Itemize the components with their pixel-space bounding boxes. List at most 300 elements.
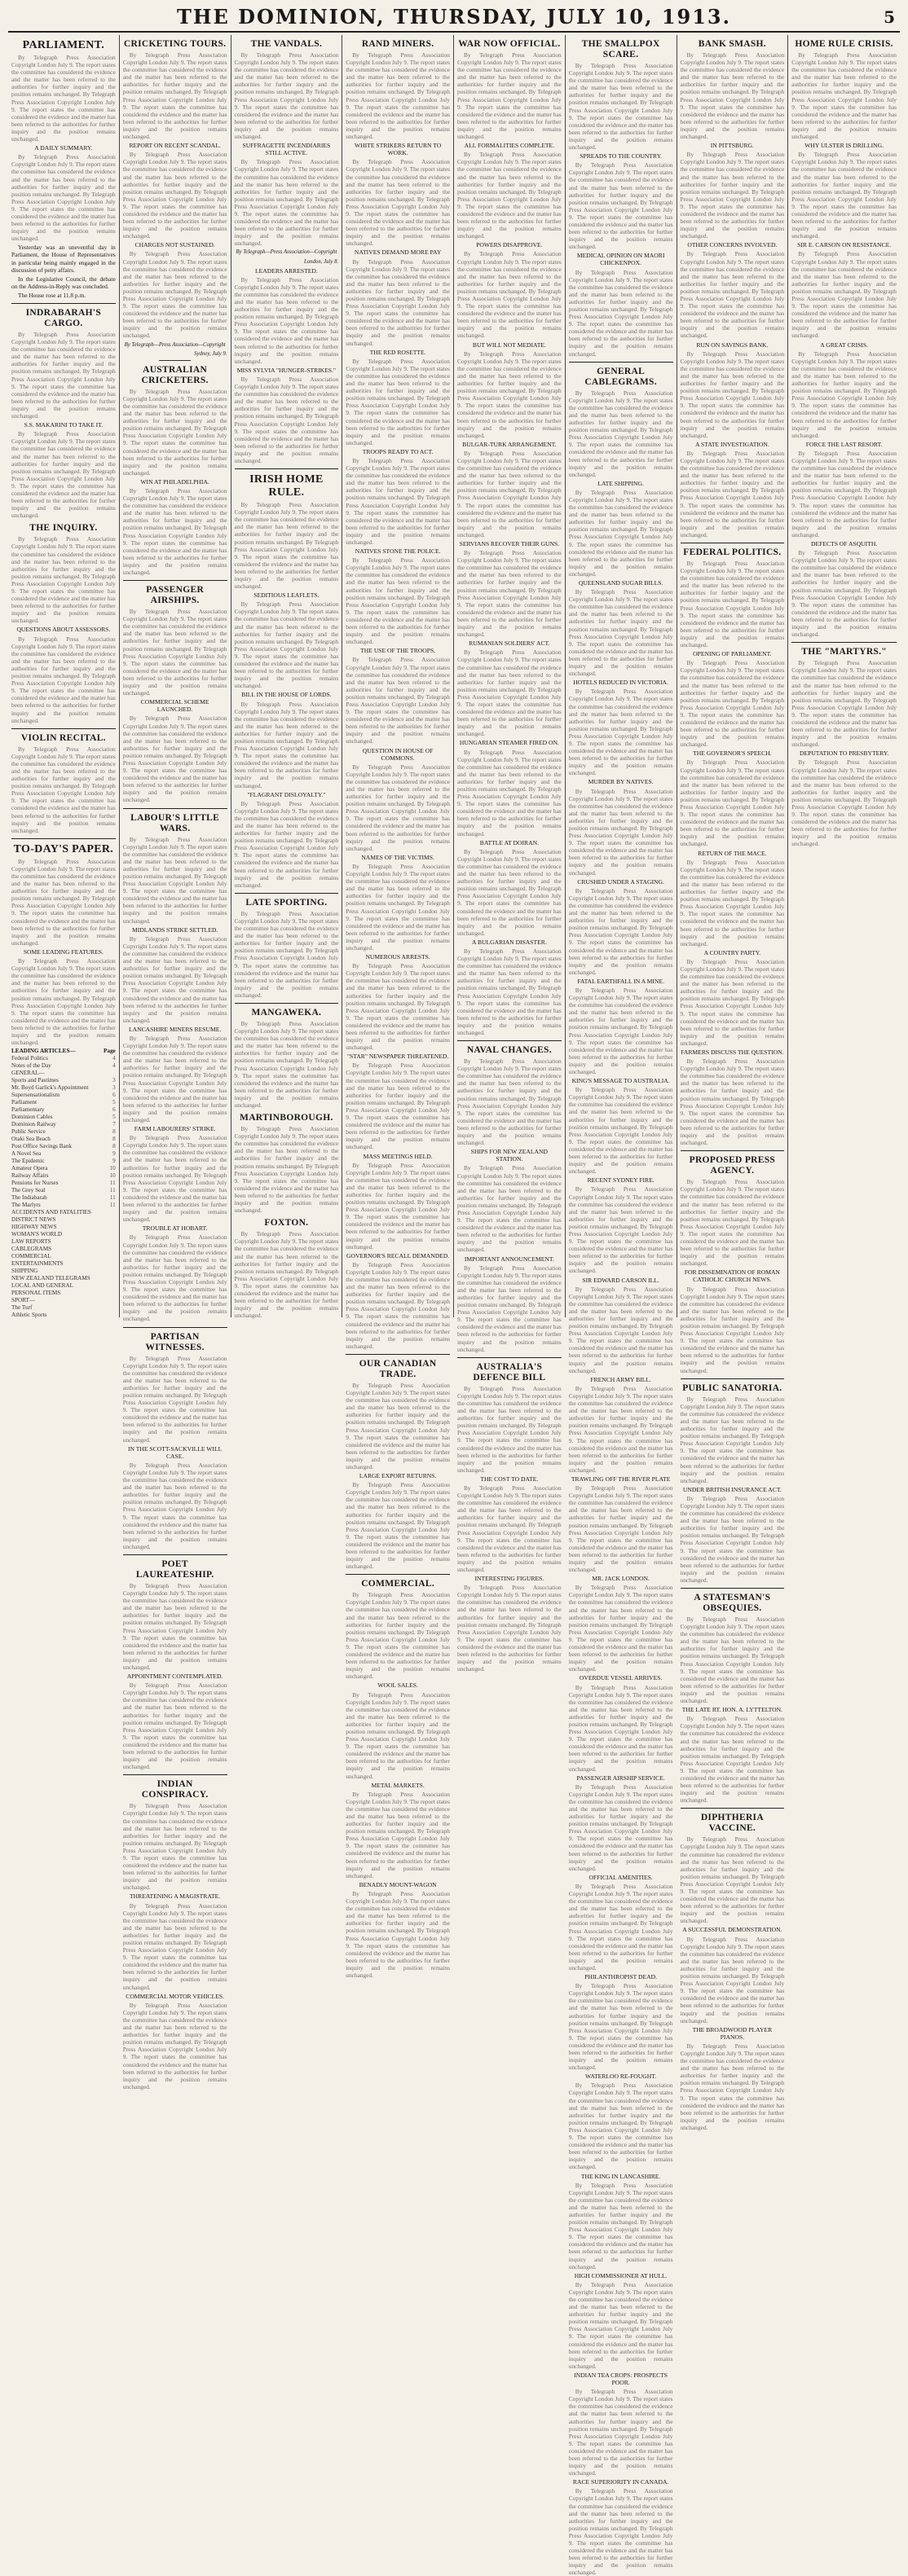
body-text: By Telegraph Press Association Copyright London July 9. The report states the committee has considered the evidence and the matter has been referred to the authorities for further inquiry and the position remains unchanged. By Telegraph Press Association Copyright London July 9. The report states the committee has considered the evidence and the matter has been referred to the authorities for further inquiry and the position remains unchanged.	[457, 648, 562, 738]
body-text: By Telegraph Press Association Copyright London July 9. The report states the committee has considered the evidence and the matter has been referred to the authorities for further inquiry and the position remains unchanged. By Telegraph Press Association Copyright London July 9. The report states the committee has considered the evidence and the matter has been referred to the authorities for further inquiry and the position remains unchanged.	[680, 1715, 785, 1805]
features-item	[11, 1282, 116, 1290]
subheading: APPOINTMENT CONTEMPLATED.	[126, 1673, 223, 1681]
subheading: BENADLY MOUNT-WAGON	[359, 1880, 437, 1888]
body-text: By Telegraph Press Association Copyright London July 9. The report states the committee has considered the evidence and the matter has been referred to the authorities for further inquiry and the position remains unchanged. By Telegraph Press Association Copyright London July 9. The report states the committee has considered the evidence and the matter has been referred to the authorities for further inquiry and the position remains unchanged.	[680, 1178, 785, 1268]
body-text: By Telegraph Press Association Copyright London July 9. The report states the committee has considered the evidence and the matter has been referred to the authorities for further inquiry and the position remains unchanged. By Telegraph Press Association Copyright London July 9. The report states the committee has considered the evidence and the matter has been referred to the authorities for further inquiry and the position remains unchanged.	[568, 1086, 673, 1176]
features-item-label: ACCIDENTS AND FATALITIES	[11, 1209, 91, 1216]
subheading: POWERS DISAPPROVE.	[476, 241, 543, 249]
body-text: By Telegraph Press Association Copyright London July 9. The report states the committee has considered the evidence and the matter has been referred to the authorities for further inquiry and the position remains unchanged. By Telegraph Press Association Copyright London July 9. The report states the committee has considered the evidence and the matter has been referred to the authorities for further inquiry and the position remains unchanged.	[568, 1285, 673, 1374]
subheading: SHIPS FOR NEW ZEALAND STATION.	[470, 1148, 548, 1163]
subheading: LANCASHIRE MINERS RESUME.	[128, 1025, 222, 1033]
features-item	[11, 1128, 116, 1136]
body-text: By Telegraph Press Association Copyright London July 9. The report states the committee has considered the evidence and the matter has been referred to the authorities for further inquiry and the position remains unchanged. By Telegraph Press Association Copyright London July 9. The report states the committee has considered the evidence and the matter has been referred to the authorities for further inquiry and the position remains unchanged.	[122, 835, 227, 925]
subheading: PASSENGER AIRSHIP SERVICE.	[576, 1774, 665, 1782]
body-text: By Telegraph Press Association Copyright London July 9. The report states the committee has considered the evidence and the matter has been referred to the authorities for further inquiry and the position remains unchanged. By Telegraph Press Association Copyright London July 9. The report states the committee has considered the evidence and the matter has been referred to the authorities for further inquiry and the position remains unchanged.	[457, 549, 562, 639]
headline: RAND MINERS.	[361, 39, 434, 49]
features-item	[11, 1092, 116, 1099]
divider	[235, 468, 339, 469]
features-item	[11, 1136, 116, 1143]
body-text: By Telegraph Press Association Copyright London July 9. The report states the committee has considered the evidence and the matter has been referred to the authorities for further inquiry and the position remains unchanged. By Telegraph Press Association Copyright London July 9. The report states the committee has considered the evidence and the matter has been referred to the authorities for further inquiry and the position remains unchanged.	[568, 488, 673, 578]
features-item-label: Dominion Railway	[11, 1121, 56, 1128]
subheading: ALL FORMALITIES COMPLETE.	[464, 142, 555, 150]
headline: WAR NOW OFFICIAL.	[458, 39, 561, 49]
body-text: By Telegraph Press Association Copyright London July 9. The report states the committee has considered the evidence and the matter has been referred to the authorities for further inquiry and the position remains unchanged. By Telegraph Press Association Copyright London July 9. The report states the committee has considered the evidence and the matter has been referred to the authorities for further inquiry and the position remains unchanged.	[234, 275, 339, 365]
body-text: By Telegraph Press Association Copyright London July 9. The report states the committee has considered the evidence and the matter has been referred to the authorities for further inquiry and the position remains unchanged. By Telegraph Press Association Copyright London July 9. The report states the committee has considered the evidence and the matter has been referred to the authorities for further inquiry and the position remains unchanged.	[568, 1185, 673, 1275]
body-text: By Telegraph Press Association Copyright London July 9. The report states the committee has considered the evidence and the matter has been referred to the authorities for further inquiry and the position remains unchanged. By Telegraph Press Association Copyright London July 9. The report states the committee has considered the evidence and the matter has been referred to the authorities for further inquiry and the position remains unchanged.	[568, 2181, 673, 2270]
divider	[123, 1327, 227, 1328]
features-item-label: Post Office Savings Bank	[11, 1143, 72, 1150]
body-text: By Telegraph Press Association Copyright London July 9. The report states the committee has considered the evidence and the matter has been referred to the authorities for further inquiry and the position remains unchanged. By Telegraph Press Association Copyright London July 9. The report states the committee has considered the evidence and the matter has been referred to the authorities for further inquiry and the position remains unchanged.	[11, 331, 116, 420]
body-text: By Telegraph Press Association Copyright London July 9. The report states the committee has considered the evidence and the matter has been referred to the authorities for further inquiry and the position remains unchanged. By Telegraph Press Association Copyright London July 9. The report states the committee has considered the evidence and the matter has been referred to the authorities for further inquiry and the position remains unchanged.	[346, 1161, 450, 1251]
headline: AUSTRALIA'S DEFENCE BILL	[473, 1361, 546, 1383]
features-title: LEADING ARTICLES—	[11, 1048, 76, 1055]
body-text: By Telegraph Press Association Copyright London July 9. The report states the committee has considered the evidence and the matter has been referred to the authorities for further inquiry and the position remains unchanged. By Telegraph Press Association Copyright London July 9. The report states the committee has considered the evidence and the matter has been referred to the authorities for further inquiry and the position remains unchanged.	[680, 1935, 785, 2024]
body-text: By Telegraph Press Association Copyright London July 9. The report states the committee has considered the evidence and the matter has been referred to the authorities for further inquiry and the position remains unchanged. By Telegraph Press Association Copyright London July 9. The report states the committee has considered the evidence and the matter has been referred to the authorities for further inquiry and the position remains unchanged.	[234, 909, 339, 999]
divider	[123, 580, 227, 581]
features-item-label: Dominion Cables	[11, 1114, 53, 1121]
body-text: By Telegraph Press Association Copyright London July 9. The report states the committee has considered the evidence and the matter has been referred to the authorities for further inquiry and the position remains unchanged. By Telegraph Press Association Copyright London July 9. The report states the committee has considered the evidence and the matter has been referred to the authorities for further inquiry and the position remains unchanged.	[122, 250, 227, 340]
features-item-page: 8	[112, 1136, 116, 1143]
body-text: By Telegraph Press Association Copyright London July 9. The report states the committee has considered the evidence and the matter has been referred to the authorities for further inquiry and the position remains unchanged. By Telegraph Press Association Copyright London July 9. The report states the committee has considered the evidence and the matter has been referred to the authorities for further inquiry and the position remains unchanged.	[568, 1783, 673, 1872]
subheading: OPENING OF PARLIAMENT.	[693, 650, 772, 658]
headline: HOME RULE CRISIS.	[795, 39, 893, 49]
features-item-label: GENERAL—	[11, 1070, 45, 1077]
subheading: A SUCCESSFUL DEMONSTRATION.	[682, 1926, 782, 1934]
subheading: "FLAGRANT DISLOYALTY."	[247, 790, 326, 798]
headline: PROPOSED PRESS AGENCY.	[689, 1155, 776, 1176]
body-text: By Telegraph Press Association Copyright London July 9. The report states the committee has considered the evidence and the matter has been referred to the authorities for further inquiry and the position remains unchanged. By Telegraph Press Association Copyright London July 9. The report states the committee has considered the evidence and the matter has been referred to the authorities for further inquiry and the position remains unchanged.	[680, 659, 785, 749]
subheading: THREATENING A MAGISTRATE.	[130, 1892, 221, 1901]
column-5	[454, 35, 566, 1673]
features-item	[11, 1231, 116, 1238]
features-item-page: 6	[112, 1092, 116, 1099]
body-text: By Telegraph Press Association Copyright London July 9. The report states the committee has considered the evidence and the matter has been referred to the authorities for further inquiry and the position remains unchanged. By Telegraph Press Association Copyright London July 9. The report states the committee has considered the evidence and the matter has been referred to the authorities for further inquiry and the position remains unchanged.	[791, 51, 897, 141]
subheading: MURDER BY NATIVES.	[588, 778, 654, 786]
headline: AUSTRALIAN CRICKETERS.	[141, 364, 209, 385]
body-text: By Telegraph Press Association Copyright London July 9. The report states the committee has considered the evidence and the matter has been referred to the authorities for further inquiry and the position remains unchanged. By Telegraph Press Association Copyright London July 9. The report states the committee has considered the evidence and the matter has been referred to the authorities for further inquiry and the position remains unchanged.	[346, 1690, 450, 1780]
body-text: By Telegraph Press Association Copyright London July 9. The report states the committee has considered the evidence and the matter has been referred to the authorities for further inquiry and the position remains unchanged. By Telegraph Press Association Copyright London July 9. The report states the committee has considered the evidence and the matter has been referred to the authorities for further inquiry and the position remains unchanged.	[680, 51, 785, 141]
body-text: By Telegraph Press Association Copyright London July 9. The report states the committee has considered the evidence and the matter has been referred to the authorities for further inquiry and the position remains unchanged. By Telegraph Press Association Copyright London July 9. The report states the committee has considered the evidence and the matter has been referred to the authorities for further inquiry and the position remains unchanged.	[11, 153, 116, 243]
body-text: By Telegraph Press Association Copyright London July 9. The report states the committee has considered the evidence and the matter has been referred to the authorities for further inquiry and the position remains unchanged. By Telegraph Press Association Copyright London July 9. The report states the committee has considered the evidence and the matter has been referred to the authorities for further inquiry and the position remains unchanged.	[122, 934, 227, 1024]
headline: THE SMALLPOX SCARE.	[581, 39, 660, 59]
features-item	[11, 1062, 116, 1070]
headline: COMMERCIAL.	[361, 1579, 435, 1589]
body-text: By Telegraph Press Association Copyright London July 9. The report states the committee has considered the evidence and the matter has been referred to the authorities for further inquiry and the position remains unchanged. By Telegraph Press Association Copyright London July 9. The report states the committee has considered the evidence and the matter has been referred to the authorities for further inquiry and the position remains unchanged.	[680, 449, 785, 538]
subheading: RUN ON SAVINGS BANK.	[696, 341, 769, 349]
body-text: By Telegraph Press Association Copyright London July 9. The report states the committee has considered the evidence and the matter has been referred to the authorities for further inquiry and the position remains unchanged. By Telegraph Press Association Copyright London July 9. The report states the committee has considered the evidence and the matter has been referred to the authorities for further inquiry and the position remains unchanged.	[122, 1233, 227, 1323]
features-item	[11, 1238, 116, 1246]
headline: INDRABARAH'S CARGO.	[25, 308, 102, 328]
divider	[123, 1554, 227, 1555]
subheading: THE KING IN LANCASHIRE.	[580, 2172, 661, 2180]
subheading: UNDER BRITISH INSURANCE ACT.	[682, 1485, 782, 1493]
body-text: By Telegraph Press Association Copyright London July 9. The report states the committee has considered the evidence and the matter has been referred to the authorities for further inquiry and the position remains unchanged. By Telegraph Press Association Copyright London July 9. The report states the committee has considered the evidence and the matter has been referred to the authorities for further inquiry and the position remains unchanged.	[122, 1461, 227, 1550]
features-item-page: 3	[112, 1077, 116, 1084]
divider	[681, 1150, 785, 1151]
body-text: By Telegraph Press Association Copyright London July 9. The report states the committee has considered the evidence and the matter has been referred to the authorities for further inquiry and the position remains unchanged. By Telegraph Press Association Copyright London July 9. The report states the committee has considered the evidence and the matter has been referred to the authorities for further inquiry and the position remains unchanged.	[11, 857, 116, 947]
features-item-label: The Indiabarah	[11, 1194, 47, 1202]
article-text: In the Legislative Council, the debate on the Address-in-Reply was concluded.	[11, 275, 116, 290]
subheading: RECENT SYDNEY FIRE.	[587, 1176, 655, 1185]
features-item-label: The Grey Seal	[11, 1187, 46, 1194]
body-text: By Telegraph Press Association Copyright London July 9. The report states the committee has considered the evidence and the matter has been referred to the authorities for further inquiry and the position remains unchanged. By Telegraph Press Association Copyright London July 9. The report states the committee has considered the evidence and the matter has been referred to the authorities for further inquiry and the position remains unchanged.	[346, 1260, 450, 1350]
headline: INDIAN CONSPIRACY.	[141, 1779, 209, 1800]
page-number: 5	[884, 7, 895, 27]
body-text: By Telegraph Press Association Copyright London July 9. The report states the committee has considered the evidence and the matter has been referred to the authorities for further inquiry and the position remains unchanged. By Telegraph Press Association Copyright London July 9. The report states the committee has considered the evidence and the matter has been referred to the authorities for further inquiry and the position remains unchanged.	[11, 957, 116, 1047]
subheading: LATE SHIPPING.	[597, 479, 644, 487]
headline: IRISH HOME RULE.	[249, 473, 324, 499]
features-item	[11, 1260, 116, 1268]
subheading: NUMEROUS ARRESTS.	[365, 953, 430, 961]
subheading: RUMANIAN SOLDIERS' ACT.	[469, 640, 550, 648]
headline: THE INQUIRY.	[29, 523, 98, 534]
byline: By Telegraph—Press Association—Copyright	[236, 249, 337, 256]
body-text: By Telegraph Press Association Copyright London July 9. The report states the committee has considered the evidence and the matter has been referred to the authorities for further inquiry and the position remains unchanged. By Telegraph Press Association Copyright London July 9. The report states the committee has considered the evidence and the matter has been referred to the authorities for further inquiry and the position remains unchanged.	[457, 847, 562, 937]
body-text: By Telegraph Press Association Copyright London July 9. The report states the committee has considered the evidence and the matter has been referred to the authorities for further inquiry and the position remains unchanged. By Telegraph Press Association Copyright London July 9. The report states the committee has considered the evidence and the matter has been referred to the authorities for further inquiry and the position remains unchanged.	[234, 1125, 339, 1215]
features-item	[11, 1143, 116, 1150]
divider	[11, 303, 116, 304]
subheading: INTERESTING FIGURES.	[474, 1575, 544, 1583]
subheading: PHILANTHROPIST DEAD.	[584, 1973, 658, 1981]
subheading: CRUSHED UNDER A STAGING.	[577, 877, 664, 886]
headline: A STATESMAN'S OBSEQUIES.	[694, 1593, 771, 1613]
body-text: By Telegraph Press Association Copyright London July 9. The report states the committee has considered the evidence and the matter has been referred to the authorities for further inquiry and the position remains unchanged. By Telegraph Press Association Copyright London July 9. The report states the committee has considered the evidence and the matter has been referred to the authorities for further inquiry and the position remains unchanged.	[234, 799, 339, 889]
features-item-page: 10	[109, 1172, 116, 1180]
subheading: DEPUTATION TO PRESBYTERY.	[799, 750, 889, 758]
subheading: SIR EDWARD CARSON ILL.	[582, 1276, 659, 1284]
body-text: By Telegraph Press Association Copyright London July 9. The report states the committee has considered the evidence and the matter has been referred to the authorities for further inquiry and the position remains unchanged. By Telegraph Press Association Copyright London July 9. The report states the committee has considered the evidence and the matter has been referred to the authorities for further inquiry and the position remains unchanged.	[346, 962, 450, 1052]
subheading: SIR E. CARSON ON RESISTANCE.	[797, 241, 892, 249]
body-text: By Telegraph Press Association Copyright London July 9. The report states the committee has considered the evidence and the matter has been referred to the authorities for further inquiry and the position remains unchanged. By Telegraph Press Association Copyright London July 9. The report states the committee has considered the evidence and the matter has been referred to the authorities for further inquiry and the position remains unchanged.	[346, 1381, 450, 1470]
divider	[123, 808, 227, 809]
body-text: By Telegraph Press Association Copyright London July 9. The report states the committee has considered the evidence and the matter has been referred to the authorities for further inquiry and the position remains unchanged. By Telegraph Press Association Copyright London July 9. The report states the committee has considered the evidence and the matter has been referred to the authorities for further inquiry and the position remains unchanged.	[122, 486, 227, 576]
body-text: By Telegraph Press Association Copyright London July 9. The report states the committee has considered the evidence and the matter has been referred to the authorities for further inquiry and the position remains unchanged. By Telegraph Press Association Copyright London July 9. The report states the committee has considered the evidence and the matter has been referred to the authorities for further inquiry and the position remains unchanged.	[122, 1581, 227, 1671]
subheading: WATERLOO RE-FOUGHT.	[585, 2073, 657, 2081]
body-text: By Telegraph Press Association Copyright London July 9. The report states the committee has considered the evidence and the matter has been referred to the authorities for further inquiry and the position remains unchanged. By Telegraph Press Association Copyright London July 9. The report states the committee has considered the evidence and the matter has been referred to the authorities for further inquiry and the position remains unchanged.	[680, 1395, 785, 1484]
divider	[569, 362, 673, 363]
features-item-page: 5	[112, 1099, 116, 1106]
subheading: WIN AT PHILADELPHIA.	[140, 477, 209, 486]
features-item	[11, 1253, 116, 1260]
features-item	[11, 1304, 116, 1312]
divider	[681, 1808, 785, 1809]
body-text: By Telegraph Press Association Copyright London July 9. The report states the committee has considered the evidence and the matter has been referred to the authorities for further inquiry and the position remains unchanged. By Telegraph Press Association Copyright London July 9. The report states the committee has considered the evidence and the matter has been referred to the authorities for further inquiry and the position remains unchanged.	[122, 608, 227, 697]
body-text: By Telegraph Press Association Copyright London July 9. The report states the committee has considered the evidence and the matter has been referred to the authorities for further inquiry and the position remains unchanged. By Telegraph Press Association Copyright London July 9. The report states the committee has considered the evidence and the matter has been referred to the authorities for further inquiry and the position remains unchanged.	[234, 1230, 339, 1320]
divider	[159, 360, 190, 361]
features-item-page: 11	[109, 1187, 116, 1194]
features-item-label: Supersensationalism	[11, 1092, 60, 1099]
headline: BANK SMASH.	[698, 39, 766, 49]
subheading: FATAL EARTHFALL IN A MINE.	[577, 977, 664, 985]
body-text: By Telegraph Press Association Copyright London July 9. The report states the committee has considered the evidence and the matter has been referred to the authorities for further inquiry and the position remains unchanged. By Telegraph Press Association Copyright London July 9. The report states the committee has considered the evidence and the matter has been referred to the authorities for further inquiry and the position remains unchanged.	[457, 449, 562, 538]
subheading: SPREADS TO THE COUNTRY.	[580, 152, 662, 160]
features-item-label: The Epidemic	[11, 1158, 45, 1165]
body-text: By Telegraph Press Association Copyright London July 9. The report states the committee has considered the evidence and the matter has been referred to the authorities for further inquiry and the position remains unchanged. By Telegraph Press Association Copyright London July 9. The report states the committee has considered the evidence and the matter has been referred to the authorities for further inquiry and the position remains unchanged.	[568, 1384, 673, 1474]
features-header	[11, 1048, 116, 1055]
body-text: By Telegraph Press Association Copyright London July 9. The report states the committee has considered the evidence and the matter has been referred to the authorities for further inquiry and the position remains unchanged. By Telegraph Press Association Copyright London July 9. The report states the committee has considered the evidence and the matter has been referred to the authorities for further inquiry and the position remains unchanged.	[122, 1901, 227, 1991]
features-item	[11, 1209, 116, 1216]
body-text: By Telegraph Press Association Copyright London July 9. The report states the committee has considered the evidence and the matter has been referred to the authorities for further inquiry and the position remains unchanged. By Telegraph Press Association Copyright London July 9. The report states the committee has considered the evidence and the matter has been referred to the authorities for further inquiry and the position remains unchanged.	[568, 1584, 673, 1673]
subheading: A GREAT CRISIS.	[820, 341, 868, 349]
headline: LATE SPORTING.	[245, 897, 328, 908]
subheading: DEFECTS OF ASQUITH.	[811, 540, 878, 547]
body-text: By Telegraph Press Association Copyright London July 9. The report states the committee has considered the evidence and the matter has been referred to the authorities for further inquiry and the position remains unchanged. By Telegraph Press Association Copyright London July 9. The report states the committee has considered the evidence and the matter has been referred to the authorities for further inquiry and the position remains unchanged.	[346, 51, 450, 141]
body-text: By Telegraph Press Association Copyright London July 9. The report states the committee has considered the evidence and the matter has been referred to the authorities for further inquiry and the position remains unchanged. By Telegraph Press Association Copyright London July 9. The report states the committee has considered the evidence and the matter has been referred to the authorities for further inquiry and the position remains unchanged.	[11, 745, 116, 834]
body-text: By Telegraph Press Association Copyright London July 9. The report states the committee has considered the evidence and the matter has been referred to the authorities for further inquiry and the position remains unchanged. By Telegraph Press Association Copyright London July 9. The report states the committee has considered the evidence and the matter has been referred to the authorities for further inquiry and the position remains unchanged.	[346, 862, 450, 952]
divider	[11, 838, 116, 839]
features-item	[11, 1070, 116, 1077]
body-text: By Telegraph Press Association Copyright London July 9. The report states the committee has considered the evidence and the matter has been referred to the authorities for further inquiry and the position remains unchanged. By Telegraph Press Association Copyright London July 9. The report states the committee has considered the evidence and the matter has been referred to the authorities for further inquiry and the position remains unchanged.	[234, 158, 339, 248]
body-text: By Telegraph Press Association Copyright London July 9. The report states the committee has considered the evidence and the matter has been referred to the authorities for further inquiry and the position remains unchanged. By Telegraph Press Association Copyright London July 9. The report states the committee has considered the evidence and the matter has been referred to the authorities for further inquiry and the position remains unchanged.	[346, 357, 450, 446]
features-item-label: A Novel Sea	[11, 1150, 42, 1158]
subheading: SUFFRAGETTE INCENDIARIES STILL ACTIVE.	[242, 142, 331, 157]
body-text: By Telegraph Press Association Copyright London July 9. The report states the committee has considered the evidence and the matter has been referred to the authorities for further inquiry and the position remains unchanged. By Telegraph Press Association Copyright London July 9. The report states the committee has considered the evidence and the matter has been referred to the authorities for further inquiry and the position remains unchanged.	[568, 2388, 673, 2477]
features-item	[11, 1268, 116, 1275]
features-item-page: 3	[112, 1084, 116, 1092]
subheading: IMPORTANT ANNOUNCEMENT.	[464, 1255, 554, 1263]
divider	[346, 1574, 450, 1575]
body-text: By Telegraph Press Association Copyright London July 9. The report states the committee has considered the evidence and the matter has been referred to the authorities for further inquiry and the position remains unchanged. By Telegraph Press Association Copyright London July 9. The report states the committee has considered the evidence and the matter has been referred to the authorities for further inquiry and the position remains unchanged.	[680, 1057, 785, 1147]
features-item-label: Parliament	[11, 1099, 37, 1106]
features-item-page: 11	[109, 1180, 116, 1187]
features-item-label: The Turf	[11, 1304, 33, 1312]
divider	[681, 1588, 785, 1589]
features-item	[11, 1290, 116, 1297]
features-item-page: 8	[112, 1128, 116, 1136]
features-item-label: LOCAL AND GENERAL	[11, 1282, 73, 1290]
subheading: COMMERCIAL SCHEME LAUNCHED.	[140, 698, 209, 714]
subheading: HOTELS REDUCED IN VICTORIA.	[573, 679, 668, 687]
features-item-page: 9	[112, 1158, 116, 1165]
subheading: NATIVES DEMAND MORE PAY	[354, 248, 442, 257]
body-text: By Telegraph Press Association Copyright London July 9. The report states the committee has considered the evidence and the matter has been referred to the authorities for further inquiry and the position remains unchanged. By Telegraph Press Association Copyright London July 9. The report states the committee has considered the evidence and the matter has been referred to the authorities for further inquiry and the position remains unchanged.	[568, 2081, 673, 2171]
subheading: LEADERS ARRESTED.	[254, 266, 318, 275]
subheading: WHITE STRIKERS RETURN TO WORK.	[355, 142, 442, 157]
subheading: A DAILY SUMMARY.	[34, 144, 93, 152]
body-text: By Telegraph Press Association Copyright London July 9. The report states the committee has considered the evidence and the matter has been referred to the authorities for further inquiry and the position remains unchanged. By Telegraph Press Association Copyright London July 9. The report states the committee has considered the evidence and the matter has been referred to the authorities for further inquiry and the position remains unchanged.	[457, 151, 562, 240]
dateline: Sydney, July 9.	[194, 350, 227, 357]
body-text: By Telegraph Press Association Copyright London July 9. The report states the committee has considered the evidence and the matter has been referred to the authorities for further inquiry and the position remains unchanged. By Telegraph Press Association Copyright London July 9. The report states the committee has considered the evidence and the matter has been referred to the authorities for further inquiry and the position remains unchanged.	[346, 1790, 450, 1879]
body-text: By Telegraph Press Association Copyright London July 9. The report states the committee has considered the evidence and the matter has been referred to the authorities for further inquiry and the position remains unchanged. By Telegraph Press Association Copyright London July 9. The report states the committee has considered the evidence and the matter has been referred to the authorities for further inquiry and the position remains unchanged.	[568, 688, 673, 777]
body-text: By Telegraph Press Association Copyright London July 9. The report states the committee has considered the evidence and the matter has been referred to the authorities for further inquiry and the position remains unchanged. By Telegraph Press Association Copyright London July 9. The report states the committee has considered the evidence and the matter has been referred to the authorities for further inquiry and the position remains unchanged.	[457, 1264, 562, 1353]
headline: THE VANDALS.	[250, 39, 323, 49]
features-item-label: Otaki Sea Beach	[11, 1136, 51, 1143]
headline: DIPHTHERIA VACCINE.	[700, 1813, 764, 1834]
subheading: OVERDUE VESSEL ARRIVES.	[579, 1674, 663, 1682]
subheading: "STAR" NEWSPAPER THREATENED.	[346, 1053, 449, 1061]
subheading: NAMES OF THE VICTIMS.	[361, 853, 434, 861]
body-text: By Telegraph Press Association Copyright London July 9. The report states the committee has considered the evidence and the matter has been referred to the authorities for further inquiry and the position remains unchanged. By Telegraph Press Association Copyright London July 9. The report states the committee has considered the evidence and the matter has been referred to the authorities for further inquiry and the position remains unchanged.	[346, 1889, 450, 1979]
features-item-label: NEW ZEALAND TELEGRAMS	[11, 1275, 90, 1282]
headline: TO-DAY'S PAPER.	[13, 842, 114, 855]
body-text: By Telegraph Press Association Copyright London July 9. The report states the committee has considered the evidence and the matter has been referred to the authorities for further inquiry and the position remains unchanged. By Telegraph Press Association Copyright London July 9. The report states the committee has considered the evidence and the matter has been referred to the authorities for further inquiry and the position remains unchanged.	[234, 51, 339, 141]
subheading: IN PITTSBURG.	[710, 142, 754, 150]
body-text: By Telegraph Press Association Copyright London July 9. The report states the committee has considered the evidence and the matter has been referred to the authorities for further inquiry and the position remains unchanged. By Telegraph Press Association Copyright London July 9. The report states the committee has considered the evidence and the matter has been referred to the authorities for further inquiry and the position remains unchanged.	[457, 947, 562, 1036]
features-item-label: PERSONAL ITEMS	[11, 1290, 61, 1297]
body-text: By Telegraph Press Association Copyright London July 9. The report states the committee has considered the evidence and the matter has been referred to the authorities for further inquiry and the position remains unchanged. By Telegraph Press Association Copyright London July 9. The report states the committee has considered the evidence and the matter has been referred to the authorities for further inquiry and the position remains unchanged.	[11, 54, 116, 143]
subheading: FARMERS DISCUSS THE QUESTION.	[681, 1048, 784, 1056]
body-text: By Telegraph Press Association Copyright London July 9. The report states the committee has considered the evidence and the matter has been referred to the authorities for further inquiry and the position remains unchanged. By Telegraph Press Association Copyright London July 9. The report states the committee has considered the evidence and the matter has been referred to the authorities for further inquiry and the position remains unchanged.	[568, 787, 673, 877]
subheading: KING'S MESSAGE TO AUSTRALIA.	[571, 1077, 670, 1085]
subheading: MASS MEETINGS HELD.	[363, 1152, 433, 1160]
features-item-page: 11	[109, 1202, 116, 1209]
features-item	[11, 1180, 116, 1187]
divider	[123, 1774, 227, 1775]
body-text: By Telegraph Press Association Copyright London July 9. The report states the committee has considered the evidence and the matter has been referred to the authorities for further inquiry and the position remains unchanged. By Telegraph Press Association Copyright London July 9. The report states the committee has considered the evidence and the matter has been referred to the authorities for further inquiry and the position remains unchanged.	[122, 2001, 227, 2090]
article-text: The House rose at 11.8 p.m.	[18, 291, 86, 299]
subheading: REPORT ON RECENT SCANDAL.	[129, 142, 221, 150]
subheading: WHY ULSTER IS DRILLING.	[804, 142, 884, 150]
body-text: By Telegraph Press Association Copyright London July 9. The report states the committee has considered the evidence and the matter has been referred to the authorities for further inquiry and the position remains unchanged. By Telegraph Press Association Copyright London July 9. The report states the committee has considered the evidence and the matter has been referred to the authorities for further inquiry and the position remains unchanged.	[680, 2042, 785, 2131]
masthead-title: THE DOMINION, THURSDAY, JULY 10, 1913.	[177, 5, 731, 29]
subheading: GOVERNOR'S RECALL DEMANDED.	[346, 1251, 450, 1259]
features-item	[11, 1121, 116, 1128]
subheading: OTHER CONCERNS INVOLVED.	[687, 241, 778, 249]
body-text: By Telegraph Press Association Copyright London July 9. The report states the committee has considered the evidence and the matter has been referred to the authorities for further inquiry and the position remains unchanged. By Telegraph Press Association Copyright London July 9. The report states the committee has considered the evidence and the matter has been referred to the authorities for further inquiry and the position remains unchanged.	[568, 62, 673, 152]
column-8	[788, 35, 900, 1317]
features-item-page: 9	[112, 1150, 116, 1158]
features-item-label: Mr. Boyd Garlick's Appointment	[11, 1084, 89, 1092]
subheading: A STATE INVESTIGATION.	[695, 440, 769, 448]
body-text: By Telegraph Press Association Copyright London July 9. The report states the committee has considered the evidence and the matter has been referred to the authorities for further inquiry and the position remains unchanged. By Telegraph Press Association Copyright London July 9. The report states the committee has considered the evidence and the matter has been referred to the authorities for further inquiry and the position remains unchanged.	[346, 763, 450, 852]
body-text: By Telegraph Press Association Copyright London July 9. The report states the committee has considered the evidence and the matter has been referred to the authorities for further inquiry and the position remains unchanged. By Telegraph Press Association Copyright London July 9. The report states the committee has considered the evidence and the matter has been referred to the authorities for further inquiry and the position remains unchanged.	[457, 250, 562, 340]
body-text: By Telegraph Press Association Copyright London July 9. The report states the committee has considered the evidence and the matter has been referred to the authorities for further inquiry and the position remains unchanged. By Telegraph Press Association Copyright London July 9. The report states the committee has considered the evidence and the matter has been referred to the authorities for further inquiry and the position remains unchanged.	[234, 700, 339, 789]
body-text: By Telegraph Press Association Copyright London July 9. The report states the committee has considered the evidence and the matter has been referred to the authorities for further inquiry and the position remains unchanged. By Telegraph Press Association Copyright London July 9. The report states the committee has considered the evidence and the matter has been referred to the authorities for further inquiry and the position remains unchanged.	[346, 656, 450, 745]
column-7	[677, 35, 789, 2131]
features-item	[11, 1158, 116, 1165]
subheading: S.S. MAKARINI TO TAKE IT.	[24, 421, 104, 429]
column-1	[8, 35, 120, 1317]
body-text: By Telegraph Press Association Copyright London July 9. The report states the committee has considered the evidence and the matter has been referred to the authorities for further inquiry and the position remains unchanged. By Telegraph Press Association Copyright London July 9. The report states the committee has considered the evidence and the matter has been referred to the authorities for further inquiry and the position remains unchanged.	[457, 1057, 562, 1147]
body-text: By Telegraph Press Association Copyright London July 9. The report states the committee has considered the evidence and the matter has been referred to the authorities for further inquiry and the position remains unchanged. By Telegraph Press Association Copyright London July 9. The report states the committee has considered the evidence and the matter has been referred to the authorities for further inquiry and the position remains unchanged.	[680, 1615, 785, 1705]
headline: FOXTON.	[264, 1218, 309, 1229]
body-text: By Telegraph Press Association Copyright London July 9. The report states the committee has considered the evidence and the matter has been referred to the authorities for further inquiry and the position remains unchanged. By Telegraph Press Association Copyright London July 9. The report states the committee has considered the evidence and the matter has been referred to the authorities for further inquiry and the position remains unchanged.	[346, 556, 450, 646]
body-text: By Telegraph Press Association Copyright London July 9. The report states the committee has considered the evidence and the matter has been referred to the authorities for further inquiry and the position remains unchanged. By Telegraph Press Association Copyright London July 9. The report states the committee has considered the evidence and the matter has been referred to the authorities for further inquiry and the position remains unchanged.	[457, 1484, 562, 1573]
subheading: METAL MARKETS.	[371, 1781, 425, 1789]
subheading: THE RED ROSETTE.	[369, 348, 426, 356]
subheading: QUESTION IN HOUSE OF COMMONS.	[362, 746, 434, 762]
subheading: COMMERCIAL MOTOR VEHICLES.	[126, 1992, 224, 2000]
subheading: QUEENSLAND SUGAR BILLS.	[578, 579, 663, 587]
subheading: LARGE EXPORT RETURNS.	[359, 1472, 437, 1480]
features-item-label: COMMERCIAL	[11, 1253, 51, 1260]
body-text: By Telegraph Press Association Copyright London July 9. The report states the committee has considered the evidence and the matter has been referred to the authorities for further inquiry and the position remains unchanged. By Telegraph Press Association Copyright London July 9. The report states the committee has considered the evidence and the matter has been referred to the authorities for further inquiry and the position remains unchanged.	[122, 387, 227, 477]
subheading: MIDLANDS STRIKE SETTLED.	[131, 925, 218, 934]
body-text: By Telegraph Press Association Copyright London July 9. The report states the committee has considered the evidence and the matter has been referred to the authorities for further inquiry and the position remains unchanged. By Telegraph Press Association Copyright London July 9. The report states the committee has considered the evidence and the matter has been referred to the authorities for further inquiry and the position remains unchanged.	[234, 1019, 339, 1109]
features-item-label: Public Service	[11, 1128, 46, 1136]
subheading: CHARGES NOT SUSTAINED.	[134, 241, 215, 249]
body-text: By Telegraph Press Association Copyright London July 9. The report states the committee has considered the evidence and the matter has been referred to the authorities for further inquiry and the position remains unchanged. By Telegraph Press Association Copyright London July 9. The report states the committee has considered the evidence and the matter has been referred to the authorities for further inquiry and the position remains unchanged.	[457, 1164, 562, 1254]
subheading: BUT WILL NOT MEDIATE.	[472, 341, 546, 349]
body-text: By Telegraph Press Association Copyright London July 9. The report states the committee has considered the evidence and the matter has been referred to the authorities for further inquiry and the position remains unchanged. By Telegraph Press Association Copyright London July 9. The report states the committee has considered the evidence and the matter has been referred to the authorities for further inquiry and the position remains unchanged.	[122, 1034, 227, 1123]
body-text: By Telegraph Press Association Copyright London July 9. The report states the committee has considered the evidence and the matter has been referred to the authorities for further inquiry and the position remains unchanged. By Telegraph Press Association Copyright London July 9. The report states the committee has considered the evidence and the matter has been referred to the authorities for further inquiry and the position remains unchanged.	[568, 1484, 673, 1574]
features-item-label: Parliamentary	[11, 1106, 45, 1114]
features-item	[11, 1187, 116, 1194]
subheading: MEDICAL OPINION ON MAORI CHICKENPOX.	[576, 252, 665, 267]
body-text: By Telegraph Press Association Copyright London July 9. The report states the committee has considered the evidence and the matter has been referred to the authorities for further inquiry and the position remains unchanged. By Telegraph Press Association Copyright London July 9. The report states the committee has considered the evidence and the matter has been referred to the authorities for further inquiry and the position remains unchanged.	[11, 635, 116, 724]
body-text: By Telegraph Press Association Copyright London July 9. The report states the committee has considered the evidence and the matter has been referred to the authorities for further inquiry and the position remains unchanged. By Telegraph Press Association Copyright London July 9. The report states the committee has considered the evidence and the matter has been referred to the authorities for further inquiry and the position remains unchanged.	[568, 1882, 673, 1972]
headline: OUR CANADIAN TRADE.	[359, 1358, 437, 1379]
body-text: By Telegraph Press Association Copyright London July 9. The report states the committee has considered the evidence and the matter has been referred to the authorities for further inquiry and the position remains unchanged. By Telegraph Press Association Copyright London July 9. The report states the committee has considered the evidence and the matter has been referred to the authorities for further inquiry and the position remains unchanged.	[680, 560, 785, 649]
body-text: By Telegraph Press Association Copyright London July 9. The report states the committee has considered the evidence and the matter has been referred to the authorities for further inquiry and the position remains unchanged. By Telegraph Press Association Copyright London July 9. The report states the committee has considered the evidence and the matter has been referred to the authorities for further inquiry and the position remains unchanged.	[568, 268, 673, 358]
features-item	[11, 1055, 116, 1062]
body-text: By Telegraph Press Association Copyright London July 9. The report states the committee has considered the evidence and the matter has been referred to the authorities for further inquiry and the position remains unchanged. By Telegraph Press Association Copyright London July 9. The report states the committee has considered the evidence and the matter has been referred to the authorities for further inquiry and the position remains unchanged.	[457, 1384, 562, 1474]
features-item-label: HIGHWAY NEWS	[11, 1224, 57, 1231]
features-item-label: Amateur Opera	[11, 1165, 48, 1172]
subheading: MISS SYLVIA "HUNGER-STRIKES."	[236, 366, 337, 374]
body-text: By Telegraph Press Association Copyright London July 9. The report states the committee has considered the evidence and the matter has been referred to the authorities for further inquiry and the position remains unchanged. By Telegraph Press Association Copyright London July 9. The report states the committee has considered the evidence and the matter has been referred to the authorities for further inquiry and the position remains unchanged.	[791, 250, 897, 340]
subheading: MR. JACK LONDON.	[592, 1575, 650, 1583]
features-item-page: 7	[112, 1121, 116, 1128]
subheading: SOME LEADING FEATURES.	[23, 947, 104, 956]
divider	[791, 642, 897, 643]
subheading: A BULGARIAN DISASTER.	[471, 938, 547, 946]
features-item	[11, 1216, 116, 1224]
subheading: IN THE SCOTT-SACKVILLE WILL CASE.	[128, 1444, 223, 1460]
subheading: SEDITIOUS LEAFLETS.	[253, 591, 320, 600]
masthead	[8, 0, 900, 33]
dateline: London, July 8.	[303, 258, 339, 265]
features-item	[11, 1106, 116, 1114]
column-3	[231, 35, 343, 1320]
subheading: THE GOVERNOR'S SPEECH.	[693, 750, 772, 758]
subheading: THE LATE RT. HON. A. LYTTELTON.	[681, 1706, 783, 1714]
article-text: Yesterday was an uneventful day in Parliament, the House of Representatives in particular being mainly engaged in the discussion of petty affairs.	[11, 244, 116, 274]
column-4	[342, 35, 454, 1979]
headline: VIOLIN RECITAL.	[20, 732, 106, 743]
headline: LABOUR'S LITTLE WARS.	[130, 812, 220, 833]
subheading: BATTLE AT DOIRAN.	[479, 838, 539, 846]
column-2	[120, 35, 231, 2090]
subheading: TROUBLE AT HOBART.	[142, 1224, 208, 1233]
features-item-label: WOMAN'S WORLD	[11, 1231, 63, 1238]
features-item-label: SPORT—	[11, 1297, 36, 1304]
features-item-page: 6	[112, 1106, 116, 1114]
body-text: By Telegraph Press Association Copyright London July 9. The report states the committee has considered the evidence and the matter has been referred to the authorities for further inquiry and the position remains unchanged. By Telegraph Press Association Copyright London July 9. The report states the committee has considered the evidence and the matter has been referred to the authorities for further inquiry and the position remains unchanged.	[122, 1354, 227, 1444]
body-text: By Telegraph Press Association Copyright London July 9. The report states the committee has considered the evidence and the matter has been referred to the authorities for further inquiry and the position remains unchanged. By Telegraph Press Association Copyright London July 9. The report states the committee has considered the evidence and the matter has been referred to the authorities for further inquiry and the position remains unchanged.	[568, 1683, 673, 1773]
subheading: QUESTIONS ABOUT ASSESSORS.	[16, 626, 111, 634]
body-text: By Telegraph Press Association Copyright London July 9. The report states the committee has considered the evidence and the matter has been referred to the authorities for further inquiry and the position remains unchanged. By Telegraph Press Association Copyright London July 9. The report states the committee has considered the evidence and the matter has been referred to the authorities for further inquiry and the position remains unchanged.	[680, 349, 785, 439]
features-item-page: 4	[112, 1062, 116, 1070]
subheading: WOOL SALES.	[377, 1681, 418, 1690]
column-6	[566, 35, 677, 2576]
body-text: By Telegraph Press Association Copyright London July 9. The report states the committee has considered the evidence and the matter has been referred to the authorities for further inquiry and the position remains unchanged. By Telegraph Press Association Copyright London July 9. The report states the committee has considered the evidence and the matter has been referred to the authorities for further inquiry and the position remains unchanged.	[457, 1584, 562, 1673]
body-text: By Telegraph Press Association Copyright London July 9. The report states the committee has considered the evidence and the matter has been referred to the authorities for further inquiry and the position remains unchanged. By Telegraph Press Association Copyright London July 9. The report states the committee has considered the evidence and the matter has been referred to the authorities for further inquiry and the position remains unchanged.	[791, 151, 897, 240]
body-text: By Telegraph Press Association Copyright London July 9. The report states the committee has considered the evidence and the matter has been referred to the authorities for further inquiry and the position remains unchanged. By Telegraph Press Association Copyright London July 9. The report states the committee has considered the evidence and the matter has been referred to the authorities for further inquiry and the position remains unchanged.	[791, 549, 897, 639]
features-item-label: Pensions for Nurses	[11, 1180, 59, 1187]
features-item-page: 5	[112, 1114, 116, 1121]
body-text: By Telegraph Press Association Copyright London July 9. The report states the committee has considered the evidence and the matter has been referred to the authorities for further inquiry and the position remains unchanged. By Telegraph Press Association Copyright London July 9. The report states the committee has considered the evidence and the matter has been referred to the authorities for further inquiry and the position remains unchanged.	[568, 2280, 673, 2370]
body-text: By Telegraph Press Association Copyright London July 9. The report states the committee has considered the evidence and the matter has been referred to the authorities for further inquiry and the position remains unchanged. By Telegraph Press Association Copyright London July 9. The report states the committee has considered the evidence and the matter has been referred to the authorities for further inquiry and the position remains unchanged.	[11, 430, 116, 520]
headline: MANGAWEKA.	[251, 1007, 322, 1018]
headline: FEDERAL POLITICS.	[683, 547, 782, 557]
subheading: THE BROADWOOD PLAYER PIANOS.	[692, 2025, 773, 2041]
features-item	[11, 1165, 116, 1172]
body-text: By Telegraph Press Association Copyright London July 9. The report states the committee has considered the evidence and the matter has been referred to the authorities for further inquiry and the position remains unchanged. By Telegraph Press Association Copyright London July 9. The report states the committee has considered the evidence and the matter has been referred to the authorities for further inquiry and the position remains unchanged.	[680, 957, 785, 1047]
body-text: By Telegraph Press Association Copyright London July 9. The report states the committee has considered the evidence and the matter has been referred to the authorities for further inquiry and the position remains unchanged. By Telegraph Press Association Copyright London July 9. The report states the committee has considered the evidence and the matter has been referred to the authorities for further inquiry and the position remains unchanged.	[680, 1494, 785, 1584]
features-item-label: SHIPPING	[11, 1268, 38, 1275]
body-text: By Telegraph Press Association Copyright London July 9. The report states the committee has considered the evidence and the matter has been referred to the authorities for further inquiry and the position remains unchanged. By Telegraph Press Association Copyright London July 9. The report states the committee has considered the evidence and the matter has been referred to the authorities for further inquiry and the position remains unchanged.	[568, 886, 673, 976]
headline: PASSENGER AIRSHIPS.	[146, 585, 205, 606]
body-text: By Telegraph Press Association Copyright London July 9. The report states the committee has considered the evidence and the matter has been referred to the authorities for further inquiry and the position remains unchanged. By Telegraph Press Association Copyright London July 9. The report states the committee has considered the evidence and the matter has been referred to the authorities for further inquiry and the position remains unchanged.	[346, 1481, 450, 1571]
body-text: By Telegraph Press Association Copyright London July 9. The report states the committee has considered the evidence and the matter has been referred to the authorities for further inquiry and the position remains unchanged. By Telegraph Press Association Copyright London July 9. The report states the committee has considered the evidence and the matter has been referred to the authorities for further inquiry and the position remains unchanged.	[568, 389, 673, 478]
body-text: By Telegraph Press Association Copyright London July 9. The report states the committee has considered the evidence and the matter has been referred to the authorities for further inquiry and the position remains unchanged. By Telegraph Press Association Copyright London July 9. The report states the committee has considered the evidence and the matter has been referred to the authorities for further inquiry and the position remains unchanged.	[791, 349, 897, 439]
subheading: OFFICIAL AMENITIES.	[588, 1873, 653, 1881]
body-text: By Telegraph Press Association Copyright London July 9. The report states the committee has considered the evidence and the matter has been referred to the authorities for further inquiry and the position remains unchanged. By Telegraph Press Association Copyright London July 9. The report states the committee has considered the evidence and the matter has been referred to the authorities for further inquiry and the position remains unchanged.	[122, 51, 227, 141]
subheading: NATIVES STONE THE POLICE.	[355, 547, 441, 556]
divider	[235, 1003, 339, 1004]
features-item	[11, 1202, 116, 1209]
